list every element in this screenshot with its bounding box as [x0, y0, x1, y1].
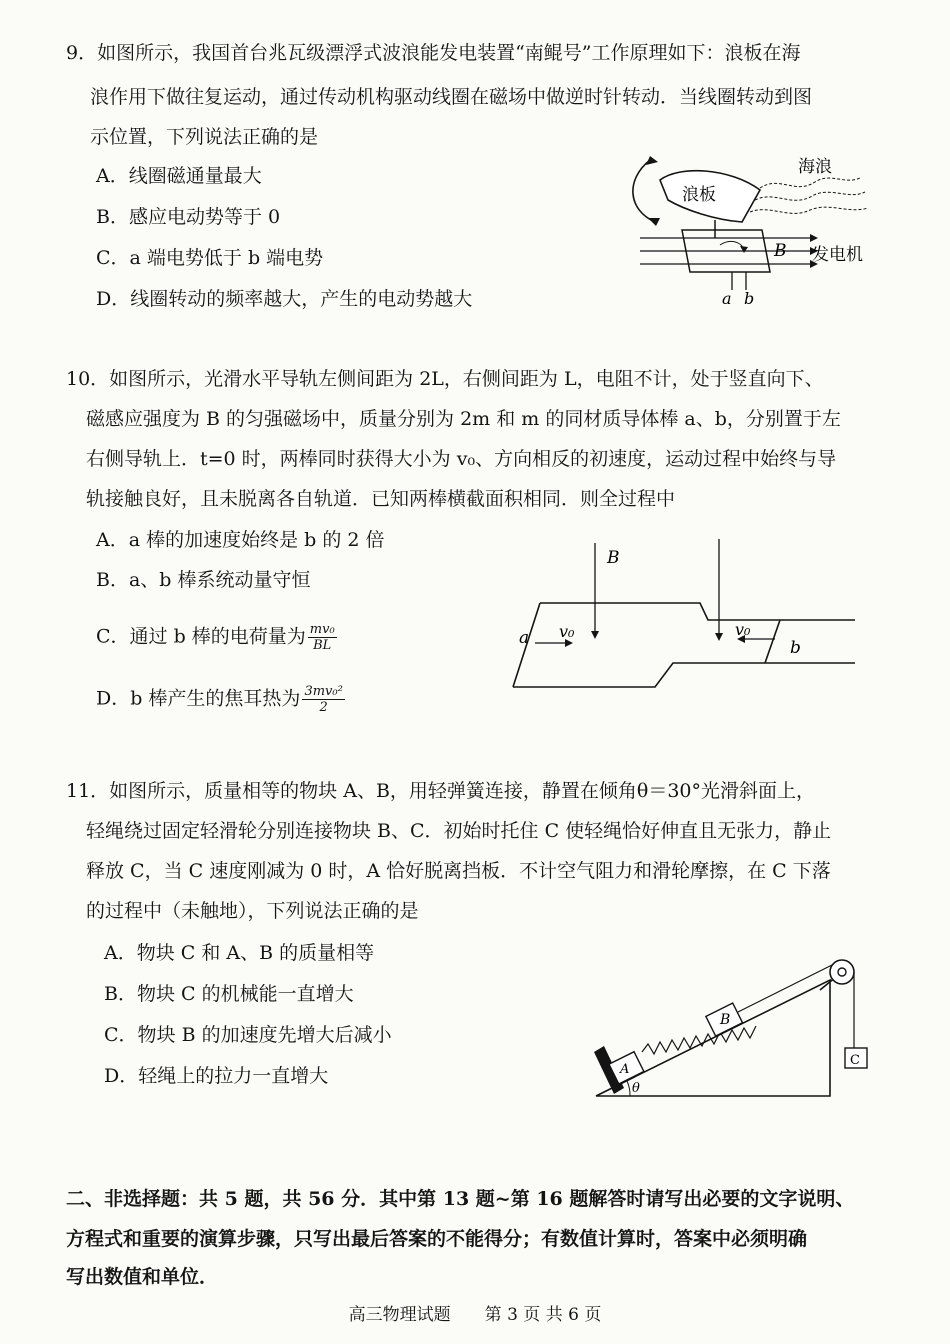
q10-option-c-text: C．通过 b 棒的电荷量为	[96, 625, 306, 648]
q10-option-c-denominator: BL	[313, 638, 332, 653]
q11-option-b: B．物块 C 的机械能一直增大	[104, 983, 354, 1005]
page-footer: 高三物理试题 第 3 页 共 6 页	[348, 1305, 602, 1325]
q10-v1-label: v₀	[559, 622, 575, 641]
q9-field-label: B	[774, 241, 787, 261]
q10-stem-line-3: 右侧导轨上．t=0 时，两棒同时获得大小为 v₀、方向相反的初速度，运动过程中始终与导	[86, 448, 837, 470]
q10-rod-b-label: b	[790, 638, 801, 658]
q10-option-d-fraction	[302, 684, 344, 715]
q11-block-c-label: C	[850, 1053, 860, 1068]
q10-option-d-denominator: 2	[319, 700, 328, 715]
q11-block-a-label: A	[620, 1062, 630, 1077]
q11-block-b-label: B	[720, 1012, 731, 1028]
q10-rail-figure	[495, 535, 865, 695]
q9-terminal-a: a	[722, 289, 732, 308]
q10-rod-a-label: a	[519, 628, 530, 648]
q9-terminal-b: b	[744, 289, 755, 308]
q10-stem-line-2: 磁感应强度为 B 的匀强磁场中，质量分别为 2m 和 m 的同材质导体棒 a、b，分别置于左	[86, 408, 841, 430]
q9-generator-label: 发电机	[812, 245, 863, 265]
q10-option-c-fraction	[308, 622, 337, 653]
section-2-line-1: 二、非选择题：共 5 题，共 56 分．其中第 13 题~第 16 题解答时请写出必要的文字说明、	[66, 1188, 855, 1210]
section-2-line-3: 写出数值和单位．	[66, 1266, 219, 1288]
q10-option-d-text: D．b 棒产生的焦耳热为	[96, 687, 301, 710]
q11-option-c: C．物块 B 的加速度先增大后减小	[104, 1024, 392, 1046]
q9-board-label: 浪板	[682, 185, 716, 205]
q9-option-c: C．a 端电势低于 b 端电势	[96, 247, 324, 269]
q9-stem-line-2: 浪作用下做往复运动，通过传动机构驱动线圈在磁场中做逆时针转动．当线圈转动到图	[90, 86, 813, 108]
q10-option-c-numerator: mv₀	[309, 622, 335, 637]
section-2-line-2: 方程式和重要的演算步骤，只写出最后答案的不能得分；有数值计算时，答案中必须明确	[66, 1228, 808, 1250]
q10-option-c	[96, 622, 337, 653]
q10-option-b: B．a、b 棒系统动量守恒	[96, 569, 311, 591]
q10-stem-line-4: 轨接触良好，且未脱离各自轨道．已知两棒横截面积相同．则全过程中	[86, 488, 676, 510]
q9-option-d: D．线圈转动的频率越大，产生的电动势越大	[96, 288, 473, 310]
q11-incline-figure	[580, 950, 880, 1100]
q11-stem-line-3: 释放 C，当 C 速度刚减为 0 时，A 恰好脱离挡板．不计空气阻力和滑轮摩擦，在 C 下落	[86, 860, 831, 882]
q11-stem-line-2: 轻绳绕过固定轻滑轮分别连接物块 B、C．初始时托住 C 使轻绳恰好伸直且无张力，静止	[86, 820, 832, 842]
q9-wave-label: 海浪	[798, 157, 832, 177]
q11-theta-label: θ	[632, 1081, 640, 1096]
q10-option-d	[96, 684, 345, 715]
q9-option-a: A．线圈磁通量最大	[96, 165, 262, 187]
q9-stem-line-3: 示位置，下列说法正确的是	[90, 126, 319, 148]
q11-option-d: D．轻绳上的拉力一直增大	[104, 1065, 329, 1087]
q10-stem-line-1: 10．如图所示，光滑水平导轨左侧间距为 2L，右侧间距为 L，电阻不计，处于竖直向下、	[66, 368, 824, 390]
q10-option-d-numerator: 3mv₀²	[304, 684, 343, 699]
q10-v2-label: v₀	[735, 620, 751, 639]
q10-option-a: A．a 棒的加速度始终是 b 的 2 倍	[96, 529, 385, 551]
q11-option-a: A．物块 C 和 A、B 的质量相等	[104, 942, 375, 964]
q9-stem-line-1: 9．如图所示，我国首台兆瓦级漂浮式波浪能发电装置“南鲲号”工作原理如下：浪板在海	[66, 42, 801, 64]
q9-option-b: B．感应电动势等于 0	[96, 206, 281, 228]
q11-stem-line-1: 11．如图所示，质量相等的物块 A、B，用轻弹簧连接，静置在倾角θ＝30°光滑斜面上，	[66, 780, 816, 802]
q10-field-label: B	[607, 548, 620, 568]
q9-generator-figure	[620, 150, 880, 310]
q11-stem-line-4: 的过程中（未触地），下列说法正确的是	[86, 900, 419, 922]
